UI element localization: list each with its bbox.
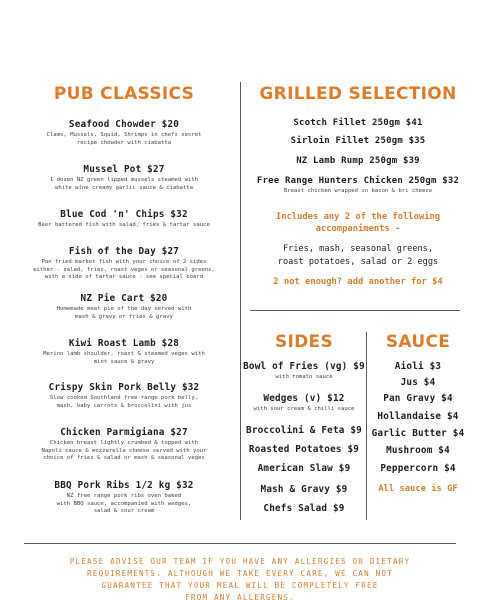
menu-item-desc: Beer battered fish with salad, fries & tartar sauce (38, 222, 210, 228)
side-item (242, 393, 366, 414)
side-item (242, 361, 366, 382)
accompaniments-note: Includes any 2 of the following accompaniments - (275, 212, 441, 234)
menu-item (0, 382, 248, 410)
sauce-item-name: Mushroom $4 (386, 445, 450, 456)
menu-item-desc: Chicken breast lightly crumbed & topped with Napoli sauce & mozzarella cheese served with your choice of fries & salad or mash & seasonal veges (41, 440, 207, 462)
menu-item-desc: Slow cooked Southland free range pork belly, mash, baby carrots & broccolini with jus (49, 395, 199, 409)
menu-item-desc: Clams, Mussels, Squid, Shrimps in chefs secret recipe chowder with ciabatta (46, 132, 202, 146)
side-item-name: Wedges (v) $12 (263, 393, 345, 404)
menu-item-name: Blue Cod 'n' Chips $32 (60, 209, 188, 220)
grilled-selection-heading: GRILLED SELECTION (259, 84, 457, 104)
menu-item-name: NZ Pie Cart $20 (80, 293, 168, 304)
menu-item (0, 338, 248, 366)
side-item-name: Mash & Gravy $9 (260, 484, 348, 495)
extra-accompaniment-note: 2 not enough? add another for $4 (273, 277, 443, 287)
sauce-column (368, 0, 468, 530)
side-item (242, 444, 366, 455)
menu-item-name: Free Range Hunters Chicken 250gm $32 (256, 176, 460, 186)
pub-classics-column (0, 0, 248, 540)
side-item-name: Bowl of Fries (vg) $9 (243, 361, 365, 372)
sauce-gf-note: All sauce is GF (378, 484, 458, 494)
sauce-item (368, 463, 468, 474)
sauce-item (368, 411, 468, 422)
sauce-heading: SAUCE (385, 332, 451, 352)
side-item-name: Roasted Potatoes $9 (248, 444, 360, 455)
menu-item (0, 246, 248, 282)
menu-item-name: Mussel Pot $27 (83, 164, 165, 175)
menu-item-name: Fish of the Day $27 (68, 246, 180, 257)
menu-item-desc: Pan fried market fish with your choice of 2 sides either - salad, fries, roast veges or seasonal greens, with a side of tartar sauce - see special board (33, 259, 215, 281)
menu-item-name: Scotch Fillet 250gm $41 (293, 118, 423, 128)
sauce-item-name: Peppercorn $4 (380, 463, 456, 474)
side-item (242, 503, 366, 514)
menu-item-name: Seafood Chowder $20 (68, 119, 180, 130)
sauce-item-name: Aioli $3 (394, 361, 442, 372)
sauce-item-name: Pan Gravy $4 (383, 393, 453, 404)
menu-item-name: Chicken Parmigiana $27 (60, 427, 188, 438)
side-item-desc: with sour cream & chilli sauce (253, 406, 355, 412)
sauce-item (368, 428, 468, 439)
menu-item (0, 427, 248, 463)
menu-item (0, 119, 248, 147)
menu-item-desc: Homemade meat pie of the day served with mash & gravy or fries & gravy (56, 306, 192, 320)
menu-item-desc: NZ free range pork ribs oven baked with BBQ sauce, accompanied with wedges, salad & sour cream (56, 493, 192, 515)
sides-heading: SIDES (274, 332, 334, 352)
side-item-name: Chefs Salad $9 (263, 503, 345, 514)
menu-item-desc: Breast chicken wrapped in bacon & bri cheese (283, 188, 433, 194)
accompaniments-list: Fries, mash, seasonal greens, roast potatoes, salad or 2 eggs (277, 244, 439, 267)
sides-column (242, 0, 366, 530)
menu-item-name: NZ Lamb Rump 250gm $39 (296, 156, 420, 166)
menu-item-name: Sirloin Fillet 250gm $35 (290, 136, 426, 146)
sides-sauce-divider (366, 332, 367, 520)
menu-item (0, 164, 248, 192)
sauce-item (368, 393, 468, 404)
sauce-item-name: Hollandaise $4 (377, 411, 459, 422)
sauce-item (368, 377, 468, 388)
side-item (242, 425, 366, 436)
side-item-desc: with tomato sauce (275, 374, 333, 380)
pub-classics-heading: PUB CLASSICS (53, 84, 195, 104)
allergy-notice: PLEASE ADVISE OUR TEAM IF YOU HAVE ANY ALLERGIES OR DIETARY REQUIREMENTS. ALTHOUGH WE TAKE EVERY CARE, WE CAN NOT GUARANTEE THAT YOUR MEAL WILL BE COMPLETELY FREE FROM ANY ALLERGENS. (69, 557, 411, 600)
sauce-item-name: Jus $4 (400, 377, 436, 388)
menu-item-desc: Merino lamb shoulder, roast & steamed veges with mint sauce & gravy (43, 351, 205, 365)
menu-item-name: Crispy Skin Pork Belly $32 (48, 382, 200, 393)
menu-item (0, 209, 248, 230)
side-item-name: American Slaw $9 (257, 463, 351, 474)
sauce-item (368, 361, 468, 372)
footer-top-rule (24, 543, 456, 544)
menu-item-name: BBQ Pork Ribs 1/2 kg $32 (54, 480, 194, 491)
menu-item-desc: 1 dozen NZ green lipped mussels steamed with white wine creamy garlic sauce & ciabatta (49, 177, 199, 191)
side-item (242, 484, 366, 495)
side-item-name: Broccolini & Feta $9 (246, 425, 362, 436)
menu-item-name: Kiwi Roast Lamb $28 (68, 338, 180, 349)
menu-item (0, 293, 248, 321)
menu-item (0, 480, 248, 516)
side-item (242, 463, 366, 474)
sauce-item-name: Garlic Butter $4 (371, 428, 465, 439)
sauce-item (368, 445, 468, 456)
